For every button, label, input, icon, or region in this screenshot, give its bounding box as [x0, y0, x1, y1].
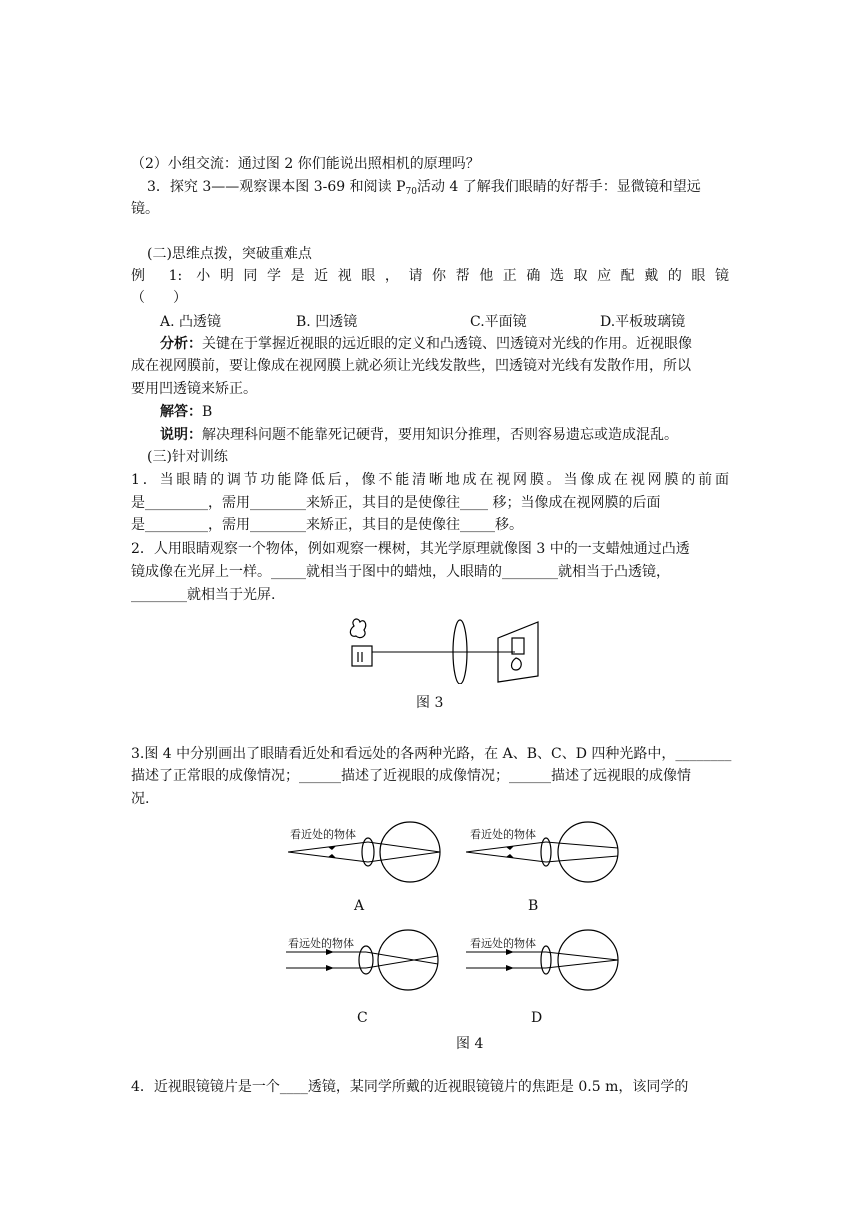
question-line: 况.: [131, 791, 150, 807]
text-span: 3．探究 3——观察课本图 3-69 和阅读 P: [147, 179, 406, 195]
section-heading: (三)针对训练: [147, 449, 228, 465]
analysis-line: 要用凹透镜来矫正。: [131, 381, 257, 397]
question-line: 镜成像在光屏上一样。_____就相当于图中的蜡烛，人眼睛的________就相当于凸透镜，: [131, 564, 670, 580]
option-d: D.平板玻璃镜: [600, 314, 686, 330]
text-line: 镜。: [131, 201, 159, 217]
eye-diagram-d: [466, 928, 626, 998]
question-line: 4．近视眼镜镜片是一个____透镜，某同学所戴的近视眼镜镜片的焦距是 0.5 m，该同学的: [131, 1079, 689, 1095]
figure-3-caption: 图 3: [416, 695, 444, 711]
eye-diagram-b: [466, 820, 626, 890]
question-line: 是_________，需用________来矫正，其目的是使像往_____移。: [131, 517, 523, 533]
question-line: ________就相当于光屏.: [131, 587, 276, 603]
text-span: 关键在于掌握近视眼的远近眼的定义和凸透镜、凹透镜对光线的作用。近视眼像: [202, 336, 692, 352]
text-span: B: [202, 404, 213, 420]
candle: [350, 619, 372, 666]
question-line: 2．人用眼睛观察一个物体，例如观察一棵树，其光学原理就像图 3 中的一支蜡烛通过凸透: [131, 541, 690, 557]
figure-4-caption: 图 4: [456, 1036, 484, 1052]
option-a: A. 凸透镜: [160, 314, 222, 330]
answer-bracket: （ ）: [131, 290, 187, 306]
question-line: 3.图 4 中分别画出了眼睛看近处和看远处的各两种光路，在 A、B、C、D 四种光路中，________: [131, 746, 732, 762]
note-line: [160, 426, 678, 444]
option-c: C.平面镜: [470, 314, 527, 330]
eye-diagram-c: [286, 928, 446, 998]
option-b: B. 凹透镜: [296, 314, 358, 330]
figure-3-diagram: [340, 614, 560, 684]
question-line: 是_________，需用________来矫正，其目的是使像往____ 移；当像成在视网膜的后面: [131, 495, 661, 511]
caption-a: A: [354, 898, 365, 914]
text-span: 解决理科问题不能靠死记硬背，要用知识分推理，否则容易遗忘或造成混乱。: [202, 427, 678, 443]
eye-a-label: 看近处的物体: [290, 828, 356, 841]
analysis-line: [160, 335, 692, 353]
eye-d-label: 看远处的物体: [470, 937, 536, 950]
caption-c: C: [357, 1010, 368, 1026]
question-line: 描述了正常眼的成像情况；______描述了近视眼的成像情况；______描述了远视眼的成像情: [131, 768, 691, 784]
caption-b: B: [528, 898, 539, 914]
analysis-line: 成在视网膜前，要让像成在视网膜上就必须让光线发散些，凹透镜对光线有发散作用，所以: [131, 358, 691, 374]
text-line: [147, 178, 701, 201]
eye-c-label: 看远处的物体: [288, 937, 354, 950]
answer-line: [160, 403, 212, 421]
text-span: 活动 4 了解我们眼睛的好帮手：显微镜和望远: [416, 179, 701, 195]
question-line: 1．当眼睛的调节功能降低后，像不能清晰地成在视网膜。当像成在视网膜的前面: [131, 472, 729, 488]
eye-b-label: 看近处的物体: [470, 828, 536, 841]
caption-d: D: [531, 1010, 543, 1026]
example-question: 例 1: 小明同学是近视眼，请你帮他正确选取应配戴的眼镜: [131, 268, 729, 284]
text-line: （2）小组交流：通过图 2 你们能说出照相机的原理吗？: [131, 156, 480, 172]
answer-label: 解答：: [160, 404, 202, 420]
section-heading: (二)思维点拨，突破重难点: [147, 246, 312, 262]
analysis-label: 分析：: [160, 336, 202, 352]
note-label: 说明：: [160, 427, 202, 443]
subscript: 70: [405, 187, 417, 197]
eye-diagram-a: [288, 820, 448, 890]
